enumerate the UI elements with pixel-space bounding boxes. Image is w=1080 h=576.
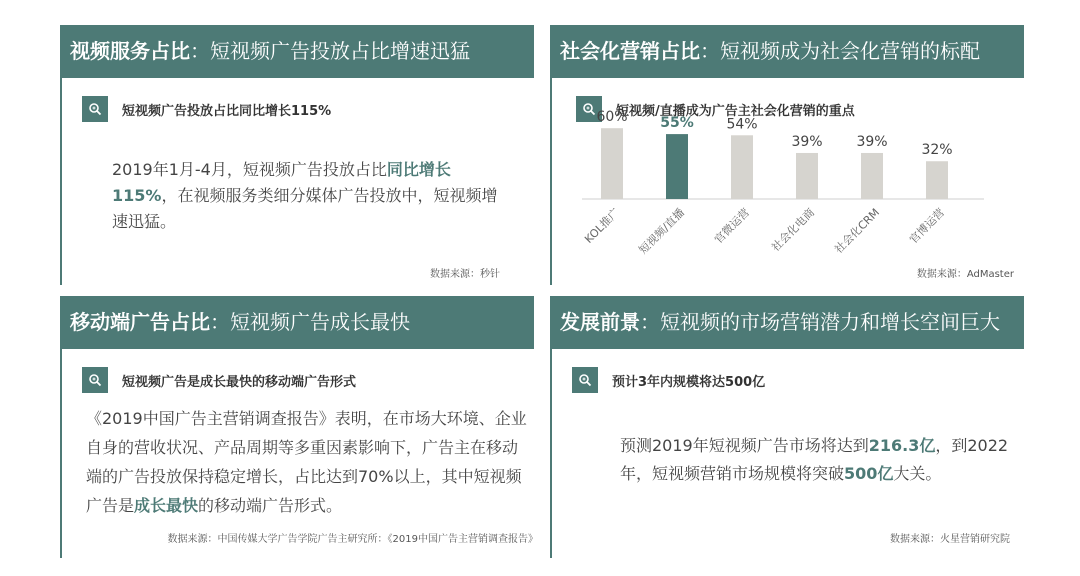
panel-title-rest: ：短视频广告成长最快 — [210, 310, 410, 334]
bar-value-label: 55% — [660, 115, 694, 132]
panel-header — [550, 25, 1024, 78]
subheading-text: 预计3年内规模将达500亿 — [612, 374, 766, 390]
body-highlight: 成长最快 — [134, 496, 199, 515]
bar-value-label: 39% — [791, 133, 823, 150]
data-source: 数据来源：AdMaster — [916, 269, 1014, 280]
body-text-part: ，在视频服务类细分媒体广告投放中，短视频增速迅猛。 — [112, 186, 498, 231]
bar — [796, 153, 818, 199]
body-highlight: 同比增长115% — [112, 160, 451, 205]
panel-title-bold: 视频服务占比 — [70, 39, 190, 63]
bar — [731, 135, 753, 199]
panel-social-marketing — [550, 25, 1024, 285]
panel-header — [60, 296, 534, 349]
subheading-text: 短视频广告投放占比同比增长115% — [122, 103, 332, 119]
body-text — [112, 157, 508, 235]
subheading — [82, 367, 356, 393]
panel-title-bold: 社会化营销占比 — [560, 39, 700, 63]
panel-outlook — [550, 296, 1024, 558]
panel-border — [60, 78, 62, 285]
bar-value-label: 32% — [921, 142, 953, 159]
panel-title-bold: 移动端广告占比 — [70, 310, 210, 334]
body-text-part: 大关。 — [893, 464, 942, 483]
panel-border — [550, 349, 552, 558]
category-label: 社会化CRM — [832, 205, 883, 257]
category-label: 官微运营 — [711, 205, 753, 247]
bar-value-label: 39% — [856, 133, 888, 150]
category-label: KOL推广 — [582, 205, 623, 246]
bar — [926, 161, 948, 199]
panel-header — [550, 296, 1024, 349]
body-highlight: 500亿 — [844, 464, 894, 483]
body-text — [620, 432, 1010, 488]
search-icon — [572, 367, 598, 393]
bar — [666, 134, 688, 199]
category-label: 社会化电商 — [769, 205, 818, 255]
bar-value-label: 60% — [596, 109, 628, 126]
search-icon — [82, 96, 108, 122]
body-text-part: ，到2022年，短视频营销市场规模将突破 — [620, 436, 1009, 483]
bar-value-label: 54% — [726, 116, 758, 133]
data-source: 数据来源：中国传媒大学广告学院广告主研究所：《2019中国广告主营销调查报告》 — [167, 534, 538, 545]
subheading — [572, 367, 765, 393]
body-text-part: 的移动端广告形式。 — [198, 496, 343, 515]
panel-border — [60, 349, 62, 558]
panel-title-rest: ：短视频成为社会化营销的标配 — [700, 39, 980, 63]
body-text-part: 2019年1月-4月，短视频广告投放占比 — [112, 160, 387, 179]
panel-header — [60, 25, 534, 78]
subheading-text: 短视频广告是成长最快的移动端广告形式 — [122, 374, 357, 390]
body-text-part: 《2019中国广告主营销调查报告》表明，在市场大环境、企业自身的营收状况、产品周期等多重因素影响下，广告主在移动端的广告投放保持稳定增长，占比达到70%以上，其中短视频广告是 — [86, 409, 527, 515]
category-label: 官博运营 — [906, 205, 948, 247]
body-text-part: 预测2019年短视频广告市场将达到 — [620, 436, 869, 455]
data-source: 数据来源：火星营销研究院 — [890, 534, 1010, 545]
panel-title-rest: ：短视频的市场营销潜力和增长空间巨大 — [640, 310, 1000, 334]
data-source: 数据来源：秒针 — [430, 269, 500, 280]
panel-border — [550, 78, 552, 285]
panel-video-service — [60, 25, 534, 285]
bar — [861, 153, 883, 199]
panel-title-rest: ：短视频广告投放占比增速迅猛 — [190, 39, 470, 63]
body-text — [86, 404, 532, 520]
subheading-text: 短视频/直播成为广告主社会化营销的重点 — [616, 103, 855, 119]
subheading — [82, 96, 331, 122]
bar — [601, 128, 623, 199]
panel-mobile-ads — [60, 296, 538, 558]
body-highlight: 216.3亿 — [868, 436, 936, 455]
search-icon — [82, 367, 108, 393]
category-label: 短视频/直播 — [636, 205, 688, 257]
panel-title-bold: 发展前景 — [560, 310, 640, 334]
